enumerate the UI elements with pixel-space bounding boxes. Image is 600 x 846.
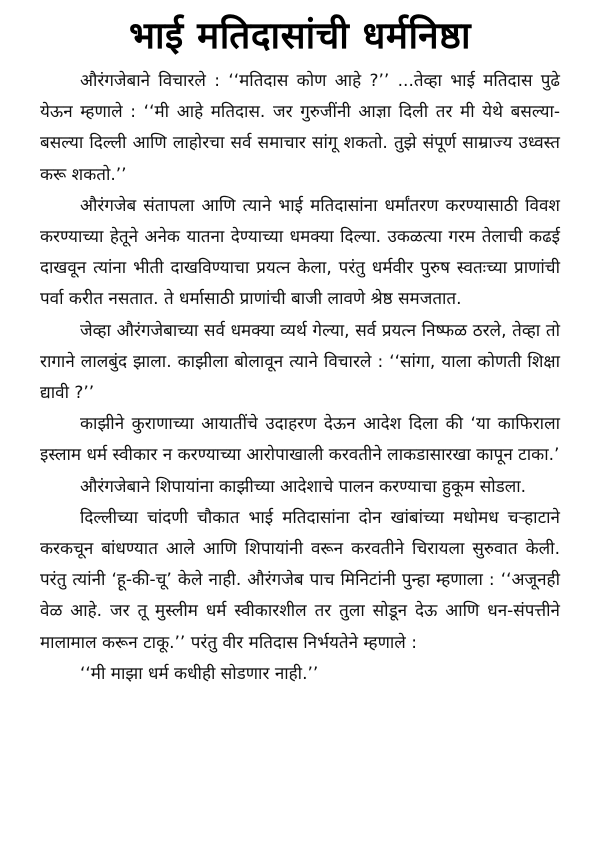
paragraph-5: औरंगजेबाने शिपायांना काझीच्या आदेशाचे पालन करण्याचा हुकूम सोडला. bbox=[80, 476, 527, 497]
paragraph-4: काझीने कुराणाच्या आयातींचे उदाहरण देऊन आदेश दिला की ‘या काफिराला इस्लाम धर्म स्वीकार न करण्याच्या आरोपाखाली करवतीने लाकडासारखा कापून टाका.’ bbox=[40, 414, 560, 466]
paragraph-7: ‘‘मी माझा धर्म कधीही सोडणार नाही.’’ bbox=[80, 663, 319, 684]
paragraph-3: जेव्हा औरंगजेबाच्या सर्व धमक्या व्यर्थ गेल्या, सर्व प्रयत्न निष्फळ ठरले, तेव्हा तो रागाने लालबुंद झाला. काझीला बोलावून त्याने विचारले : ‘‘सांगा, याला कोणती शिक्षा द्यावी ?’’ bbox=[40, 320, 560, 404]
paragraph-2: औरंगजेब संतापला आणि त्याने भाई मतिदासांना धर्मांतरण करण्यासाठी विवश करण्याच्या हेतूने अनेक यातना देण्याच्या धमक्या दिल्या. उकळत्या गरम तेलाची कढई दाखवून त्यांना भीती दाखविण्याचा प्रयत्न केला, परंतु धर्मवीर पुरुष स्वतःच्या प्राणांची पर्वा करीत नसतात. ते धर्मासाठी प्राणांची बाजी लावणे श्रेष्ठ समजतात. bbox=[40, 195, 560, 310]
paragraph-1: औरंगजेबाने विचारले : ‘‘मतिदास कोण आहे ?’’ ...तेव्हा भाई मतिदास पुढे येऊन म्हणाले : ‘‘मी आहे मतिदास. जर गुरुजींनी आज्ञा दिली तर मी येथे बसल्या-बसल्या दिल्ली आणि लाहोरचा सर्व समाचार सांगू शकतो. तुझे संपूर्ण साम्राज्य उध्वस्त करू शकतो.’’ bbox=[40, 71, 560, 185]
paragraph-6: दिल्लीच्या चांदणी चौकात भाई मतिदासांना दोन खांबांच्या मधोमध चऱ्हाटाने करकचून बांधण्यात आले आणि शिपायांनी वरून करवतीने चिरायला सुरुवात केली. परंतु त्यांनी ‘हू-की-चू’ केले नाही. औरंगजेब पाच मिनिटांनी पुन्हा म्हणाला : ‘‘अजूनही वेळ आहे. जर तू मुस्लीम धर्म स्वीकारशील तर तुला सोडून देऊ आणि धन-संपत्तीने मालामाल करून टाकू.’’ परंतु वीर मतिदास निर्भयतेने म्हणाले : bbox=[40, 507, 560, 653]
document-title: भाई मतिदासांची धर्मनिष्ठा bbox=[128, 14, 472, 57]
